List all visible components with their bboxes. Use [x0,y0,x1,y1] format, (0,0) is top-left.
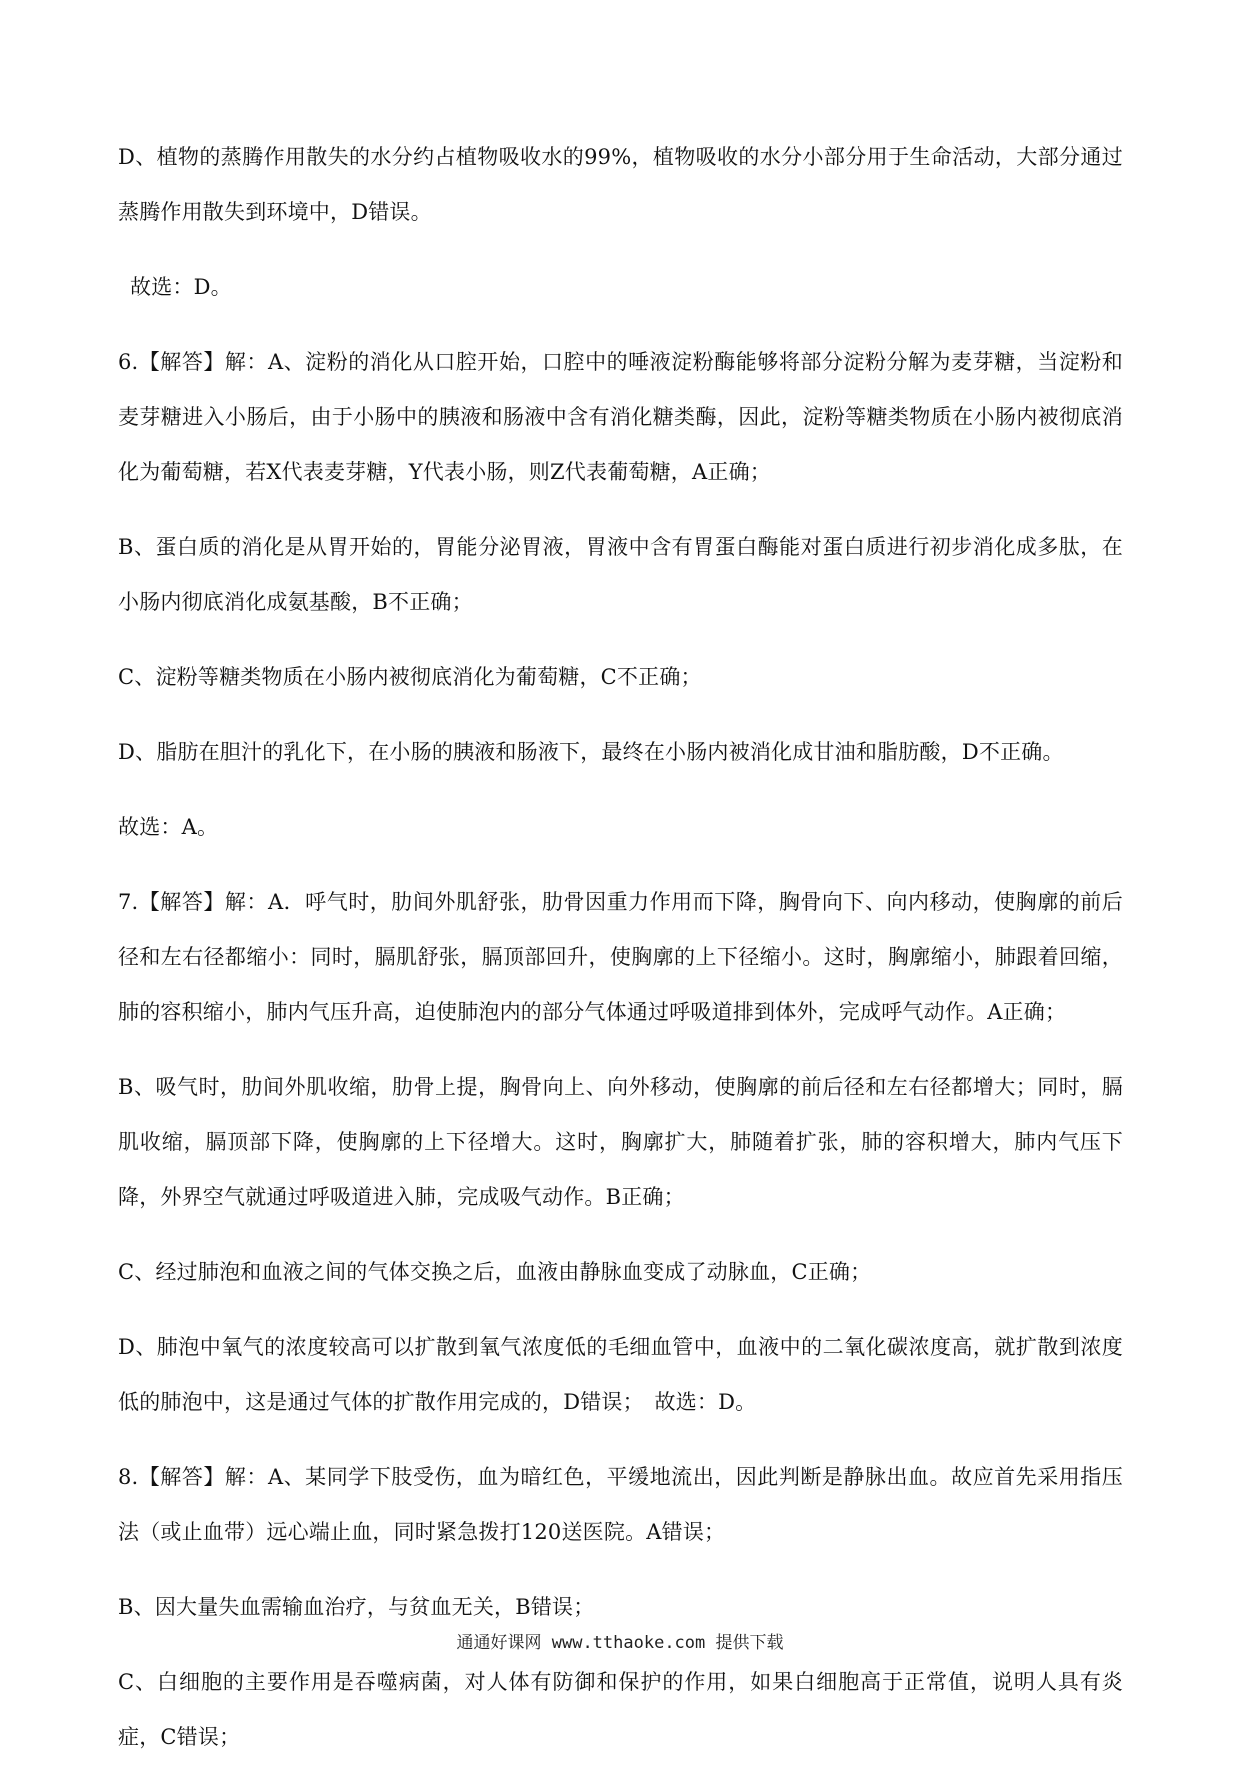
document-body [118,130,1123,1785]
paragraph-8b: B、因大量失血需输血治疗，与贫血无关，B错误； [118,1595,595,1619]
paragraph-6c: C、淀粉等糖类物质在小肠内被彻底消化为葡萄糖，C不正确； [118,665,702,689]
page-footer: 通通好课网 www.tthaoke.com 提供下载 [456,1633,784,1653]
paragraph-7c: C、经过肺泡和血液之间的气体交换之后，血液由静脉血变成了动脉血，C正确； [118,1260,872,1284]
paragraph-6a: 6.【解答】解：A、淀粉的消化从口腔开始，口腔中的唾液淀粉酶能够将部分淀粉分解为麦芽糖，当淀粉和麦芽糖进入小肠后，由于小肠中的胰液和肠液中含有消化糖类酶，因此，淀粉等糖类物质在小肠内被彻底消化为葡萄糖，若X代表麦芽糖，Y代表小肠，则Z代表葡萄糖，A正确； [118,350,1123,484]
paragraph-6-answer: 故选：A。 [118,815,219,839]
paragraph-5-answer: 故选：D。 [130,275,232,299]
paragraph-8a: 8.【解答】解：A、某同学下肢受伤，血为暗红色，平缓地流出，因此判断是静脉出血。故应首先采用指压法（或止血带）远心端止血，同时紧急拨打120送医院。A错误； [118,1465,1123,1544]
paragraph-7d: D、肺泡中氧气的浓度较高可以扩散到氧气浓度低的毛细血管中，血液中的二氧化碳浓度高，就扩散到浓度低的肺泡中，这是通过气体的扩散作用完成的，D错误； 故选：D。 [118,1335,1123,1414]
paragraph-5d: D、植物的蒸腾作用散失的水分约占植物吸收水的99%，植物吸收的水分小部分用于生命活动，大部分通过蒸腾作用散失到环境中，D错误。 [118,145,1123,224]
paragraph-7a: 7.【解答】解：A．呼气时，肋间外肌舒张，肋骨因重力作用而下降，胸骨向下、向内移动，使胸廓的前后径和左右径都缩小：同时，膈肌舒张，膈顶部回升，使胸廓的上下径缩小。这时，胸廓缩小，肺跟着回缩，肺的容积缩小，肺内气压升高，迫使肺泡内的部分气体通过呼吸道排到体外，完成呼气动作。A正确； [118,890,1123,1024]
paragraph-6b: B、蛋白质的消化是从胃开始的，胃能分泌胃液，胃液中含有胃蛋白酶能对蛋白质进行初步消化成多肽，在小肠内彻底消化成氨基酸，B不正确； [118,535,1123,614]
paragraph-6d: D、脂肪在胆汁的乳化下，在小肠的胰液和肠液下，最终在小肠内被消化成甘油和脂肪酸，D不正确。 [118,740,1064,764]
paragraph-7b: B、吸气时，肋间外肌收缩，肋骨上提，胸骨向上、向外移动，使胸廓的前后径和左右径都增大；同时，膈肌收缩，膈顶部下降，使胸廓的上下径增大。这时，胸廓扩大，肺随着扩张，肺的容积增大，肺内气压下降，外界空气就通过呼吸道进入肺，完成吸气动作。B正确； [118,1075,1123,1209]
paragraph-8c: C、白细胞的主要作用是吞噬病菌，对人体有防御和保护的作用，如果白细胞高于正常值，说明人具有炎症，C错误； [118,1670,1123,1749]
